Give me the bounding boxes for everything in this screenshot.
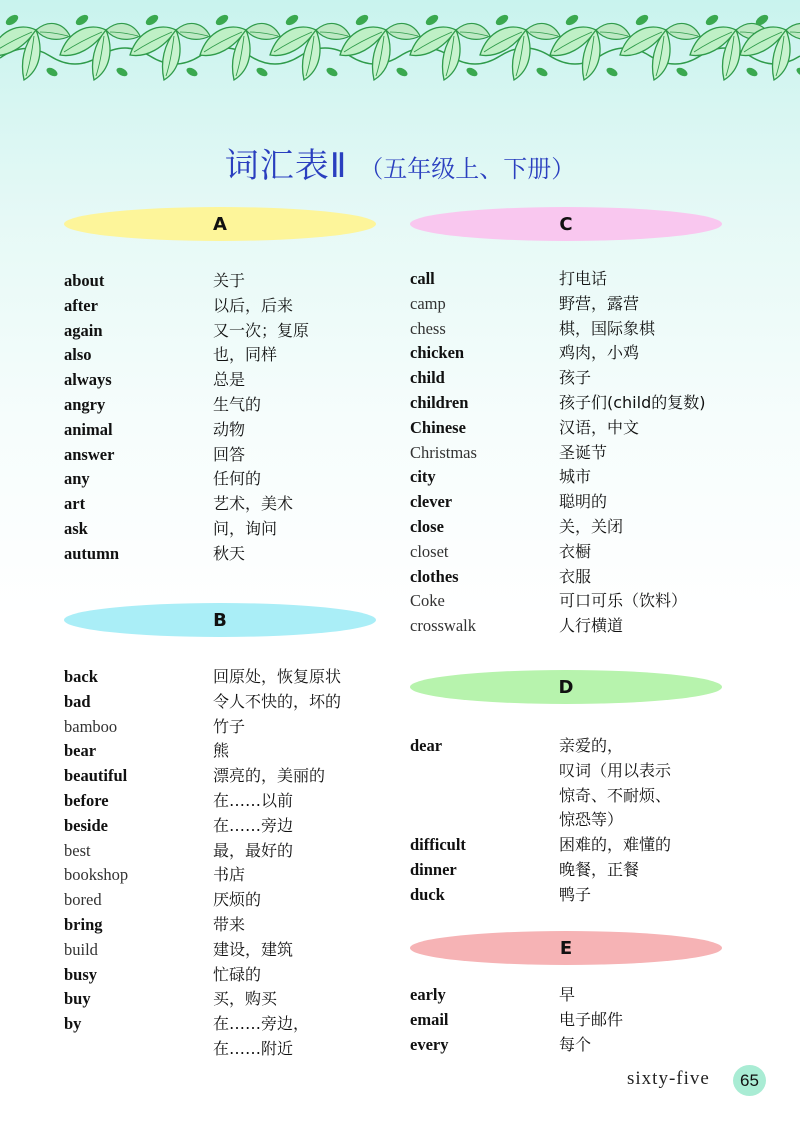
vocab-entry bbox=[64, 938, 404, 963]
english-word: again bbox=[64, 320, 103, 340]
english-word: clever bbox=[410, 492, 453, 512]
vocab-entry bbox=[64, 492, 404, 517]
page-title bbox=[0, 138, 800, 187]
chinese-meaning: 聪明的 bbox=[559, 492, 608, 512]
section-a bbox=[64, 207, 404, 567]
leaf-vine-border bbox=[0, 0, 800, 95]
chinese-meaning: 在……附近 bbox=[213, 1038, 294, 1058]
chinese-meaning: 漂亮的，美丽的 bbox=[213, 766, 326, 786]
english-word: bear bbox=[64, 741, 97, 761]
chinese-meaning: 亲爱的， bbox=[559, 736, 624, 755]
english-word: bad bbox=[64, 691, 91, 711]
english-word: chess bbox=[410, 318, 446, 338]
vocab-entry bbox=[410, 1008, 750, 1033]
english-word: Coke bbox=[410, 591, 445, 611]
english-word: angry bbox=[64, 394, 106, 414]
vocab-entry bbox=[410, 833, 750, 858]
vocab-entry bbox=[64, 319, 404, 344]
english-word: autumn bbox=[64, 543, 120, 563]
chinese-meaning: 生气的 bbox=[213, 394, 262, 414]
vocab-entry bbox=[64, 418, 404, 443]
chinese-meaning: 早 bbox=[559, 985, 576, 1004]
chinese-meaning: 关于 bbox=[213, 271, 246, 290]
chinese-meaning: 鸡肉，小鸡 bbox=[559, 343, 640, 363]
title-main: 词汇表Ⅱ bbox=[224, 146, 348, 186]
section-letter: B bbox=[213, 609, 227, 631]
english-word: early bbox=[410, 985, 446, 1004]
english-word: dear bbox=[410, 736, 443, 755]
chinese-meaning: 总是 bbox=[213, 370, 246, 390]
chinese-meaning: 秋天 bbox=[213, 543, 246, 563]
chinese-meaning: 艺术，美术 bbox=[213, 494, 294, 514]
vocab-entry bbox=[64, 1012, 404, 1037]
vocab-entry bbox=[410, 883, 750, 908]
section-letter: A bbox=[213, 213, 227, 235]
section-c bbox=[410, 207, 750, 639]
chinese-meaning: 可口可乐（饮料） bbox=[559, 591, 688, 611]
english-word: ask bbox=[64, 518, 88, 538]
chinese-meaning: 最，最好的 bbox=[213, 840, 294, 860]
chinese-meaning: 也，同样 bbox=[213, 345, 278, 365]
chinese-meaning: 书店 bbox=[213, 865, 246, 885]
english-word: art bbox=[64, 494, 86, 514]
english-word: email bbox=[410, 1009, 449, 1029]
english-word: child bbox=[410, 368, 445, 388]
english-word: call bbox=[410, 269, 435, 288]
vocab-entry bbox=[64, 789, 404, 814]
vocab-entry bbox=[410, 441, 750, 466]
english-word: answer bbox=[64, 444, 115, 464]
vocab-entry bbox=[410, 341, 750, 366]
vocab-entry bbox=[410, 808, 750, 833]
chinese-meaning: 令人不快的，坏的 bbox=[213, 691, 342, 711]
vocab-entry bbox=[410, 416, 750, 441]
chinese-meaning: 以后，后来 bbox=[213, 295, 294, 315]
vocab-entry bbox=[64, 467, 404, 492]
vocab-entry bbox=[64, 542, 404, 567]
section-b-header bbox=[64, 603, 376, 637]
english-word: always bbox=[64, 370, 112, 390]
vocab-entry bbox=[410, 759, 750, 784]
chinese-meaning: 电子邮件 bbox=[559, 1009, 624, 1029]
chinese-meaning: 圣诞节 bbox=[559, 442, 608, 462]
vocab-entry bbox=[64, 269, 404, 294]
vocab-entry bbox=[410, 565, 750, 590]
chinese-meaning: 带来 bbox=[213, 914, 246, 934]
chinese-meaning: 又一次；复原 bbox=[213, 320, 310, 340]
english-word: bookshop bbox=[64, 865, 129, 885]
vocab-entry bbox=[64, 888, 404, 913]
vocab-entry bbox=[410, 292, 750, 317]
english-word: beside bbox=[64, 815, 109, 835]
chinese-meaning: 衣服 bbox=[559, 566, 592, 586]
vocab-entry bbox=[64, 690, 404, 715]
vocab-entry bbox=[410, 784, 750, 809]
english-word: also bbox=[64, 345, 92, 365]
section-e bbox=[410, 931, 750, 1057]
vocab-entry bbox=[410, 589, 750, 614]
vocab-entry bbox=[64, 715, 404, 740]
english-word: bored bbox=[64, 890, 102, 910]
vocab-entry bbox=[410, 317, 750, 342]
chinese-meaning: 衣橱 bbox=[559, 541, 592, 561]
vocab-entry bbox=[410, 490, 750, 515]
vocab-entry bbox=[64, 963, 404, 988]
english-word: beautiful bbox=[64, 766, 128, 786]
vocab-entry bbox=[64, 665, 404, 690]
section-e-entries bbox=[410, 983, 750, 1057]
english-word: camp bbox=[410, 293, 446, 313]
page-number: 65 bbox=[740, 1070, 759, 1090]
english-word: buy bbox=[64, 989, 91, 1009]
chinese-meaning: 孩子 bbox=[559, 368, 592, 388]
vocab-entry bbox=[64, 987, 404, 1012]
english-word: children bbox=[410, 392, 469, 412]
vocab-entry bbox=[64, 443, 404, 468]
vocab-entry bbox=[64, 839, 404, 864]
section-letter: D bbox=[558, 676, 574, 698]
english-word: build bbox=[64, 939, 98, 959]
section-e-header bbox=[410, 931, 722, 965]
english-word: after bbox=[64, 295, 98, 315]
vocab-entry bbox=[410, 540, 750, 565]
vocab-entry bbox=[410, 858, 750, 883]
title-subtitle: （五年级上、下册） bbox=[359, 155, 576, 183]
chinese-meaning: 人行横道 bbox=[559, 616, 624, 636]
vocab-entry bbox=[410, 614, 750, 639]
vocab-entry bbox=[64, 517, 404, 542]
section-b-entries bbox=[64, 665, 404, 1062]
vocab-entry bbox=[64, 814, 404, 839]
english-word: bring bbox=[64, 914, 103, 934]
vocab-entry bbox=[410, 983, 750, 1008]
chinese-meaning: 竹子 bbox=[213, 716, 246, 736]
section-c-header bbox=[410, 207, 722, 241]
english-word: by bbox=[64, 1014, 82, 1034]
chinese-meaning: 买，购买 bbox=[213, 989, 278, 1009]
vocab-entry bbox=[410, 734, 750, 759]
chinese-meaning: 惊奇、不耐烦、 bbox=[559, 785, 672, 805]
vocab-entry bbox=[410, 366, 750, 391]
english-word: every bbox=[410, 1034, 449, 1054]
english-word: city bbox=[410, 467, 436, 487]
english-word: dinner bbox=[410, 859, 457, 879]
english-word: about bbox=[64, 271, 105, 290]
section-letter: E bbox=[559, 937, 573, 959]
english-word: difficult bbox=[410, 835, 466, 855]
chinese-meaning: 城市 bbox=[559, 467, 592, 487]
chinese-meaning: 建设，建筑 bbox=[213, 939, 294, 959]
vocab-entry bbox=[64, 393, 404, 418]
chinese-meaning: 晚餐，正餐 bbox=[559, 859, 640, 879]
chinese-meaning: 忙碌的 bbox=[213, 964, 262, 984]
vocab-entry bbox=[410, 465, 750, 490]
chinese-meaning: 鸭子 bbox=[559, 884, 592, 904]
english-word: animal bbox=[64, 419, 113, 439]
section-letter: C bbox=[559, 213, 573, 235]
vocab-entry bbox=[64, 1037, 404, 1062]
vocab-entry bbox=[410, 267, 750, 292]
english-word: closet bbox=[410, 541, 449, 561]
english-word: busy bbox=[64, 964, 98, 984]
vocab-entry bbox=[64, 343, 404, 368]
english-word: crosswalk bbox=[410, 616, 476, 636]
chinese-meaning: 熊 bbox=[213, 741, 230, 761]
section-c-entries bbox=[410, 267, 750, 639]
english-word: duck bbox=[410, 884, 445, 904]
vocab-entry bbox=[64, 863, 404, 888]
english-word: before bbox=[64, 790, 109, 810]
english-word: clothes bbox=[410, 566, 459, 586]
vocab-entry bbox=[64, 368, 404, 393]
chinese-meaning: 打电话 bbox=[559, 269, 608, 288]
english-word: bamboo bbox=[64, 716, 118, 736]
section-d-header bbox=[410, 670, 722, 704]
english-word: Chinese bbox=[410, 417, 466, 437]
vocab-entry bbox=[64, 913, 404, 938]
chinese-meaning: 惊恐等） bbox=[559, 810, 624, 830]
english-word: best bbox=[64, 840, 91, 860]
section-d-entries bbox=[410, 734, 750, 908]
page-number-words: sixty-five bbox=[627, 1068, 710, 1089]
english-word: back bbox=[64, 667, 98, 686]
vocab-entry bbox=[410, 1033, 750, 1058]
page-number-badge bbox=[733, 1065, 766, 1096]
chinese-meaning: 任何的 bbox=[213, 469, 262, 489]
chinese-meaning: 孩子们(child的复数) bbox=[559, 392, 706, 412]
chinese-meaning: 动物 bbox=[213, 419, 246, 439]
section-a-entries bbox=[64, 269, 404, 567]
vocab-entry bbox=[64, 294, 404, 319]
english-word: close bbox=[410, 516, 444, 536]
vocab-entry bbox=[64, 764, 404, 789]
chinese-meaning: 回答 bbox=[213, 444, 246, 464]
chinese-meaning: 困难的，难懂的 bbox=[559, 835, 672, 855]
section-a-header bbox=[64, 207, 376, 241]
chinese-meaning: 问，询问 bbox=[213, 518, 278, 538]
vocab-entry bbox=[64, 739, 404, 764]
chinese-meaning: 回原处，恢复原状 bbox=[213, 667, 342, 686]
vocab-entry bbox=[410, 515, 750, 540]
vocab-entry bbox=[410, 391, 750, 416]
chinese-meaning: 汉语，中文 bbox=[559, 417, 640, 437]
chinese-meaning: 野营，露营 bbox=[559, 293, 640, 313]
english-word: chicken bbox=[410, 343, 465, 363]
english-word: any bbox=[64, 469, 90, 489]
chinese-meaning: 关，关闭 bbox=[559, 516, 624, 536]
english-word: Christmas bbox=[410, 442, 477, 462]
chinese-meaning: 在……旁边 bbox=[213, 815, 294, 835]
chinese-meaning: 叹词（用以表示 bbox=[559, 760, 672, 780]
chinese-meaning: 在……旁边， bbox=[213, 1014, 310, 1034]
chinese-meaning: 棋，国际象棋 bbox=[559, 318, 656, 338]
section-d bbox=[410, 670, 750, 908]
chinese-meaning: 厌烦的 bbox=[213, 890, 262, 910]
section-b bbox=[64, 603, 404, 1062]
chinese-meaning: 在……以前 bbox=[213, 790, 294, 810]
chinese-meaning: 每个 bbox=[559, 1034, 592, 1054]
